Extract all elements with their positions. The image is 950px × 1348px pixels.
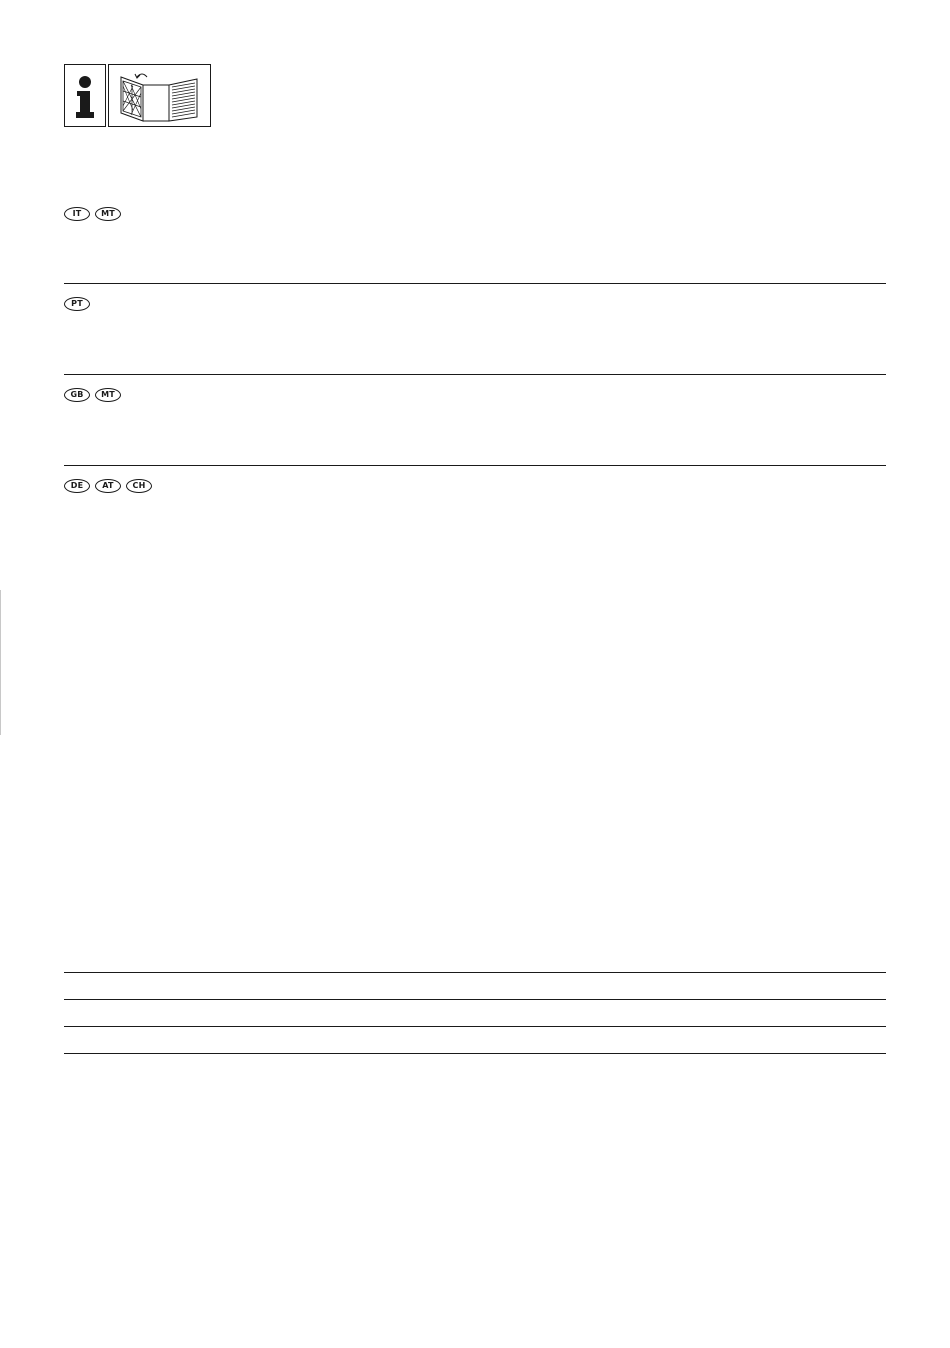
section-de-at-ch [64,479,152,493]
section-divider [64,465,886,466]
country-badge-gb: GB [64,388,90,402]
section-it-mt [64,207,121,221]
country-badge-at: AT [95,479,121,493]
page-edge-mark [0,590,1,735]
country-badge-mt: MT [95,207,121,221]
country-badge-ch: CH [126,479,152,493]
fold-out-pages-icon [108,64,211,127]
footer-rule [64,972,886,973]
country-badge-pt: PT [64,297,90,311]
country-badge-it: IT [64,207,90,221]
section-divider [64,283,886,284]
section-pt [64,297,90,311]
section-gb-mt [64,388,121,402]
section-divider [64,374,886,375]
footer-rule [64,999,886,1000]
footer-rule [64,1053,886,1054]
country-badge-de: DE [64,479,90,493]
footer-rule [64,1026,886,1027]
info-icon [64,64,106,127]
country-badge-mt: MT [95,388,121,402]
